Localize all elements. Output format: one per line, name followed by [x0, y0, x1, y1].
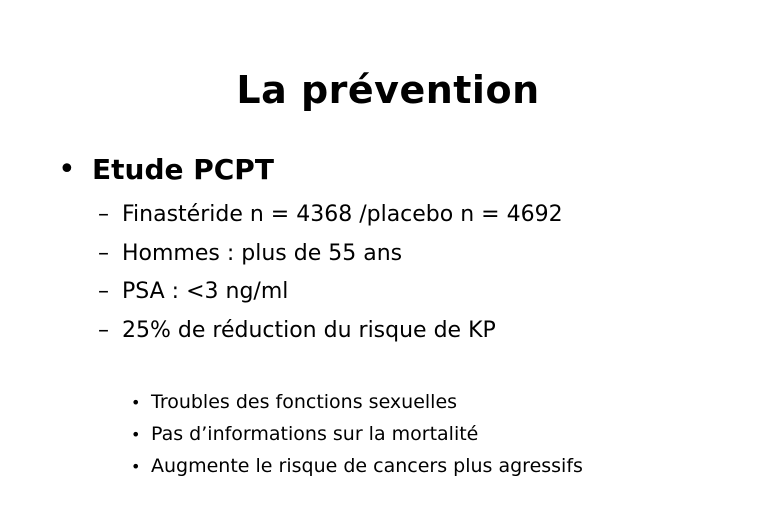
- bullet-marker: •: [58, 152, 76, 187]
- note-item: [131, 450, 583, 482]
- main-bullet: [58, 150, 274, 190]
- dash-marker: –: [98, 279, 109, 304]
- note-list: [131, 386, 583, 482]
- note-text: Pas d’informations sur la mortalité: [151, 423, 479, 445]
- dash-marker: –: [98, 240, 109, 266]
- note-item: [131, 418, 583, 450]
- note-text: Augmente le risque de cancers plus agressifs: [151, 455, 583, 477]
- slide-title: La prévention: [236, 68, 540, 112]
- sub-bullet-text: PSA : <3 ng/ml: [122, 279, 289, 304]
- bullet-marker: •: [131, 425, 141, 444]
- sub-bullet-item: [98, 312, 563, 351]
- note-text: Troubles des fonctions sexuelles: [151, 391, 458, 413]
- sub-bullet-text: 25% de réduction du risque de KP: [122, 317, 496, 343]
- bullet-marker: •: [131, 393, 141, 412]
- main-bullet-text: Etude PCPT: [92, 153, 274, 186]
- sub-bullet-item: [98, 196, 563, 235]
- sub-bullet-item: [98, 273, 563, 312]
- dash-marker: –: [98, 202, 109, 227]
- sub-bullet-list: [98, 196, 563, 350]
- dash-marker: –: [98, 317, 109, 343]
- bullet-marker: •: [131, 457, 141, 476]
- sub-bullet-item: [98, 235, 563, 274]
- sub-bullet-text: Hommes : plus de 55 ans: [122, 240, 403, 266]
- note-item: [131, 386, 583, 418]
- sub-bullet-text: Finastéride n = 4368 /placebo n = 4692: [122, 202, 563, 227]
